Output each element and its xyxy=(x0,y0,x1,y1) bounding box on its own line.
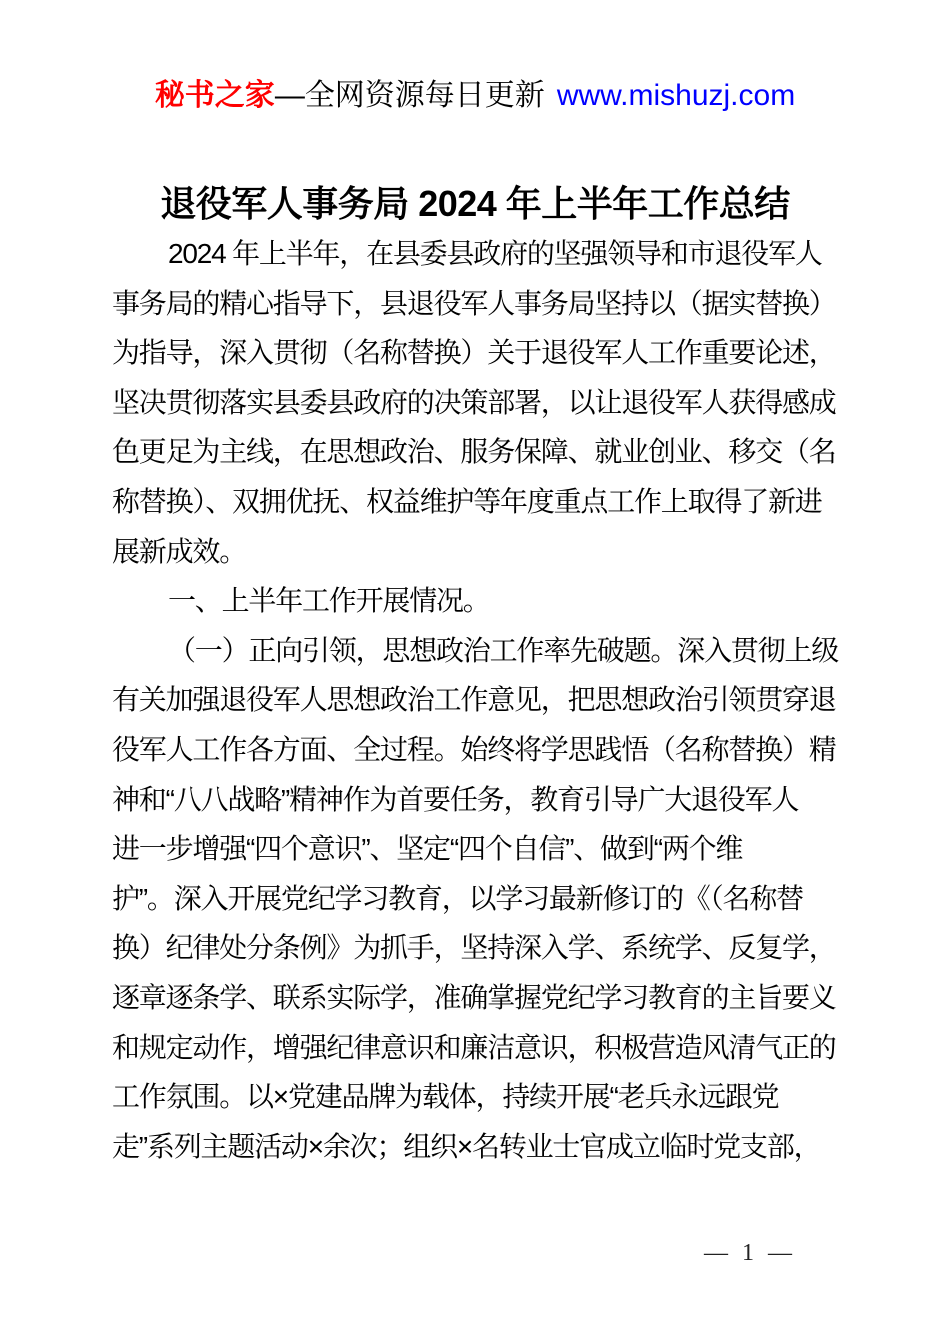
body-text-line: 事务局的精心指导下，县退役军人事务局坚持以（据实替换） xyxy=(112,287,836,319)
site-header xyxy=(0,78,950,114)
body-text-line: 有关加强退役军人思想政治工作意见，把思想政治引领贯穿退 xyxy=(112,684,836,716)
body-text-line: 和规定动作，增强纪律意识和廉洁意识，积极营造风清气正的 xyxy=(112,1031,836,1063)
body-text-line: 逐章逐条学、联系实际学，准确掌握党纪学习教育的主旨要义 xyxy=(112,981,836,1013)
body-text-line: 役军人工作各方面、全过程。始终将学思践悟（名称替换）精 xyxy=(112,733,836,765)
body-text-line: 换）纪律处分条例》为抓手，坚持深入学、系统学、反复学， xyxy=(112,932,836,964)
body-text-line: （一）正向引领，思想政治工作率先破题。深入贯彻上级 xyxy=(168,634,839,666)
body-text-line: 坚决贯彻落实县委县政府的决策部署，以让退役军人获得感成 xyxy=(112,386,836,418)
body-text-line: 展新成效。 xyxy=(112,535,247,567)
header-tagline: 全网资源每日更新 xyxy=(304,79,545,112)
body-text-line: 工作氛围。以×党建品牌为载体，持续开展“老兵永远跟党 xyxy=(112,1081,779,1113)
body-text-line: 进一步增强“四个意识”、坚定“四个自信”、做到“两个维 xyxy=(112,833,743,865)
body-text-line: 为指导，深入贯彻（名称替换）关于退役军人工作重要论述， xyxy=(112,337,836,369)
body-text-line: 神和“八八战略”精神作为首要任务，教育引导广大退役军人 xyxy=(112,783,799,815)
site-brand: 秘书之家 xyxy=(154,79,275,112)
body-text-line: 走”系列主题活动×余次；组织×名转业士官成立临时党支部， xyxy=(112,1130,821,1162)
section-heading-line: 一、上半年工作开展情况。 xyxy=(168,585,490,617)
body-text-line: 色更足为主线，在思想政治、服务保障、就业创业、移交（名 xyxy=(112,436,836,468)
page-number: — 1 — xyxy=(704,1240,796,1266)
body-text-line: 称替换）、双拥优抚、权益维护等年度重点工作上取得了新进 xyxy=(112,485,822,517)
header-dash: — xyxy=(274,79,305,112)
body-text-line: 2024 年上半年，在县委县政府的坚强领导和市退役军人 xyxy=(168,238,822,269)
document-body xyxy=(112,229,844,1171)
body-text-line: 护”。深入开展党纪学习教育，以学习最新修订的《（名称替 xyxy=(112,882,803,914)
site-url-link[interactable]: www.mishuzj.com xyxy=(556,79,796,112)
document-title: 退役军人事务局 2024 年上半年工作总结 xyxy=(160,183,790,224)
